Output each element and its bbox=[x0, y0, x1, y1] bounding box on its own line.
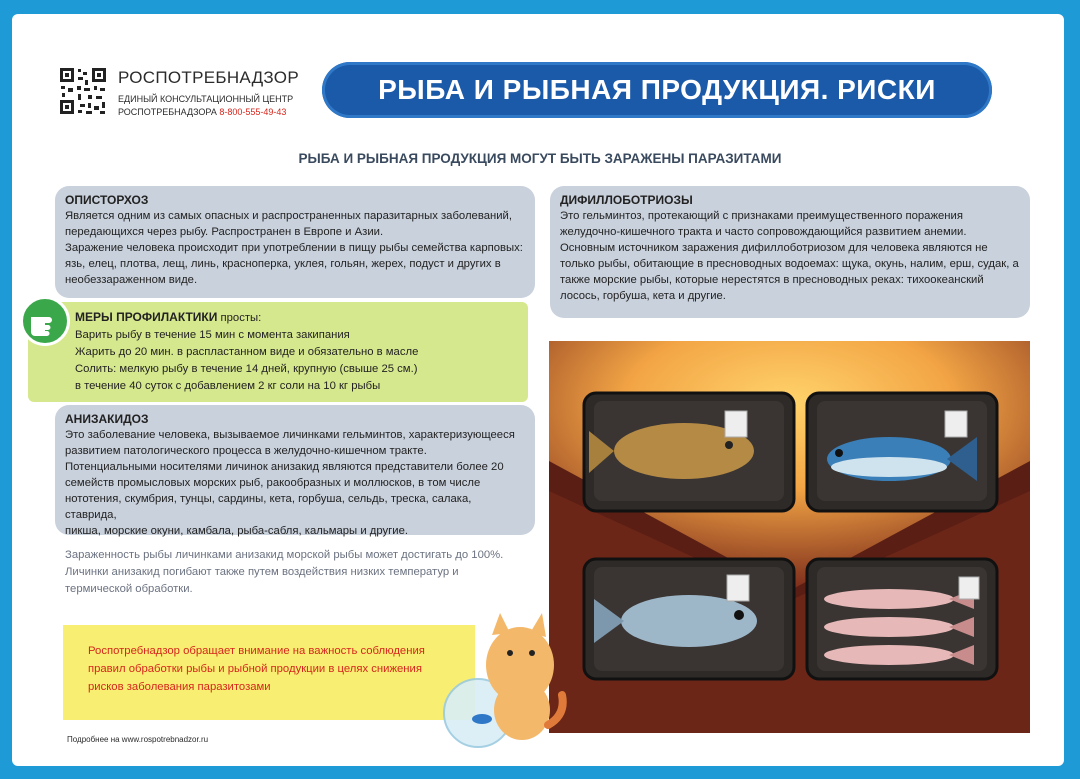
opistorchosis-card bbox=[55, 186, 535, 298]
opistorchosis-heading: ОПИСТОРХОЗ bbox=[65, 193, 149, 207]
pointing-hand-icon bbox=[20, 296, 70, 346]
warning-text bbox=[88, 642, 468, 696]
text-line: Это гельминтоз, протекающий с признаками преимущественного поражения bbox=[560, 210, 963, 222]
text-line: также морские рыбы, которые нерестятся в пресноводных реках: тихоокеанский bbox=[560, 274, 984, 286]
anisakidosis-heading: АНИЗАКИДОЗ bbox=[65, 412, 149, 426]
note-line: Личинки анизакид погибают также путем воздействия низких температур и bbox=[65, 566, 459, 578]
infection-note bbox=[65, 547, 535, 598]
hotline-phone: 8-800-555-49-43 bbox=[219, 107, 287, 117]
prevention-line: Жарить до 20 мин. в распластанном виде и обязательно в масле bbox=[75, 346, 419, 358]
org-subtitle-2 bbox=[118, 107, 286, 117]
prevention-text bbox=[75, 309, 525, 395]
text-line: пикша, морские окуни, камбала, рыба-сабля, кальмары и другие. bbox=[65, 525, 409, 537]
cat-illustration bbox=[430, 595, 570, 750]
qr-code-icon bbox=[58, 66, 108, 116]
text-line: развитием патологического процесса в желудочно-кишечном тракте. bbox=[65, 445, 427, 457]
text-line: Заражение человека происходит при употреблении в пищу рыбы семейства карповых: bbox=[65, 242, 523, 254]
text-line: необеззараженном виде. bbox=[65, 274, 198, 286]
text-line: нототения, скумбрия, тунцы, сардины, кета, горбуша, сельдь, треска, салака, ставрида, bbox=[65, 493, 472, 521]
anisakidosis-card bbox=[55, 405, 535, 535]
more-info-link[interactable]: Подробнее на www.rospotrebnadzor.ru bbox=[67, 735, 209, 744]
fish-tray-1 bbox=[584, 393, 794, 511]
title-banner bbox=[322, 62, 992, 118]
org-name: РОСПОТРЕБНАДЗОР bbox=[118, 68, 299, 87]
text-line: Это заболевание человека, вызываемое личинками гельминтов, характеризующееся bbox=[65, 429, 515, 441]
prevention-line: Варить рыбу в течение 15 мин с момента закипания bbox=[75, 329, 350, 341]
text-line: передающихся через рыбу. Распространен в Европе и Азии. bbox=[65, 226, 384, 238]
page-title: РЫБА И РЫБНАЯ ПРОДУКЦИЯ. РИСКИ bbox=[378, 74, 936, 105]
org-subtitle-2-text: РОСПОТРЕБНАДЗОРА bbox=[118, 107, 217, 117]
prevention-heading-suffix: просты: bbox=[217, 312, 262, 324]
fish-trays-illustration bbox=[549, 341, 1030, 733]
warning-line: Роспотребнадзор обращает внимание на важность соблюдения bbox=[88, 645, 425, 657]
text-line: язь, елец, плотва, лещ, линь, красноперка, уклея, гольян, жерех, подуст и других в bbox=[65, 258, 501, 270]
note-line: Зараженность рыбы личинками анизакид морской рыбы может достигать до 100%. bbox=[65, 549, 504, 561]
text-line: Основным источником заражения дифиллоботриозом для человека являются не bbox=[560, 242, 988, 254]
text-line: лосось, горбуша, кета и другие. bbox=[560, 290, 726, 302]
fish-tray-3 bbox=[584, 559, 794, 679]
prevention-line: Солить: мелкую рыбу в течение 14 дней, крупную (свыше 25 см.) bbox=[75, 363, 418, 375]
section-subtitle: РЫБА И РЫБНАЯ ПРОДУКЦИЯ МОГУТ БЫТЬ ЗАРАЖЕНЫ ПАРАЗИТАМИ bbox=[298, 151, 782, 166]
note-line: термической обработки. bbox=[65, 583, 193, 595]
text-line: желудочно-кишечного тракта и часто сопровождающийся развитием анемии. bbox=[560, 226, 967, 238]
warning-line: правил обработки рыбы и рыбной продукции в целях снижения bbox=[88, 663, 422, 675]
diphyllobothriasis-heading: ДИФИЛЛОБОТРИОЗЫ bbox=[560, 193, 693, 207]
prevention-heading: МЕРЫ ПРОФИЛАКТИКИ bbox=[75, 310, 218, 324]
text-line: Потенциальными носителями личинок анизакид являются представители более 20 bbox=[65, 461, 504, 473]
prevention-line: в течение 40 суток с добавлением 2 кг соли на 10 кг рыбы bbox=[75, 380, 381, 392]
text-line: только рыбы, обитающие в пресноводных водоемах: щука, окунь, налим, ерш, судак, а bbox=[560, 258, 1019, 270]
org-subtitle: ЕДИНЫЙ КОНСУЛЬТАЦИОННЫЙ ЦЕНТР bbox=[118, 94, 294, 104]
warning-line: рисков заболевания паразитозами bbox=[88, 681, 271, 693]
fish-tray-4 bbox=[807, 559, 997, 679]
org-logo bbox=[58, 66, 298, 126]
fish-tray-2 bbox=[807, 393, 997, 511]
text-line: семейств промысловых морских рыб, ракообразных и моллюсков, в том числе bbox=[65, 477, 481, 489]
diphyllobothriasis-card bbox=[550, 186, 1030, 318]
text-line: Является одним из самых опасных и распространенных паразитарных заболеваний, bbox=[65, 210, 512, 222]
